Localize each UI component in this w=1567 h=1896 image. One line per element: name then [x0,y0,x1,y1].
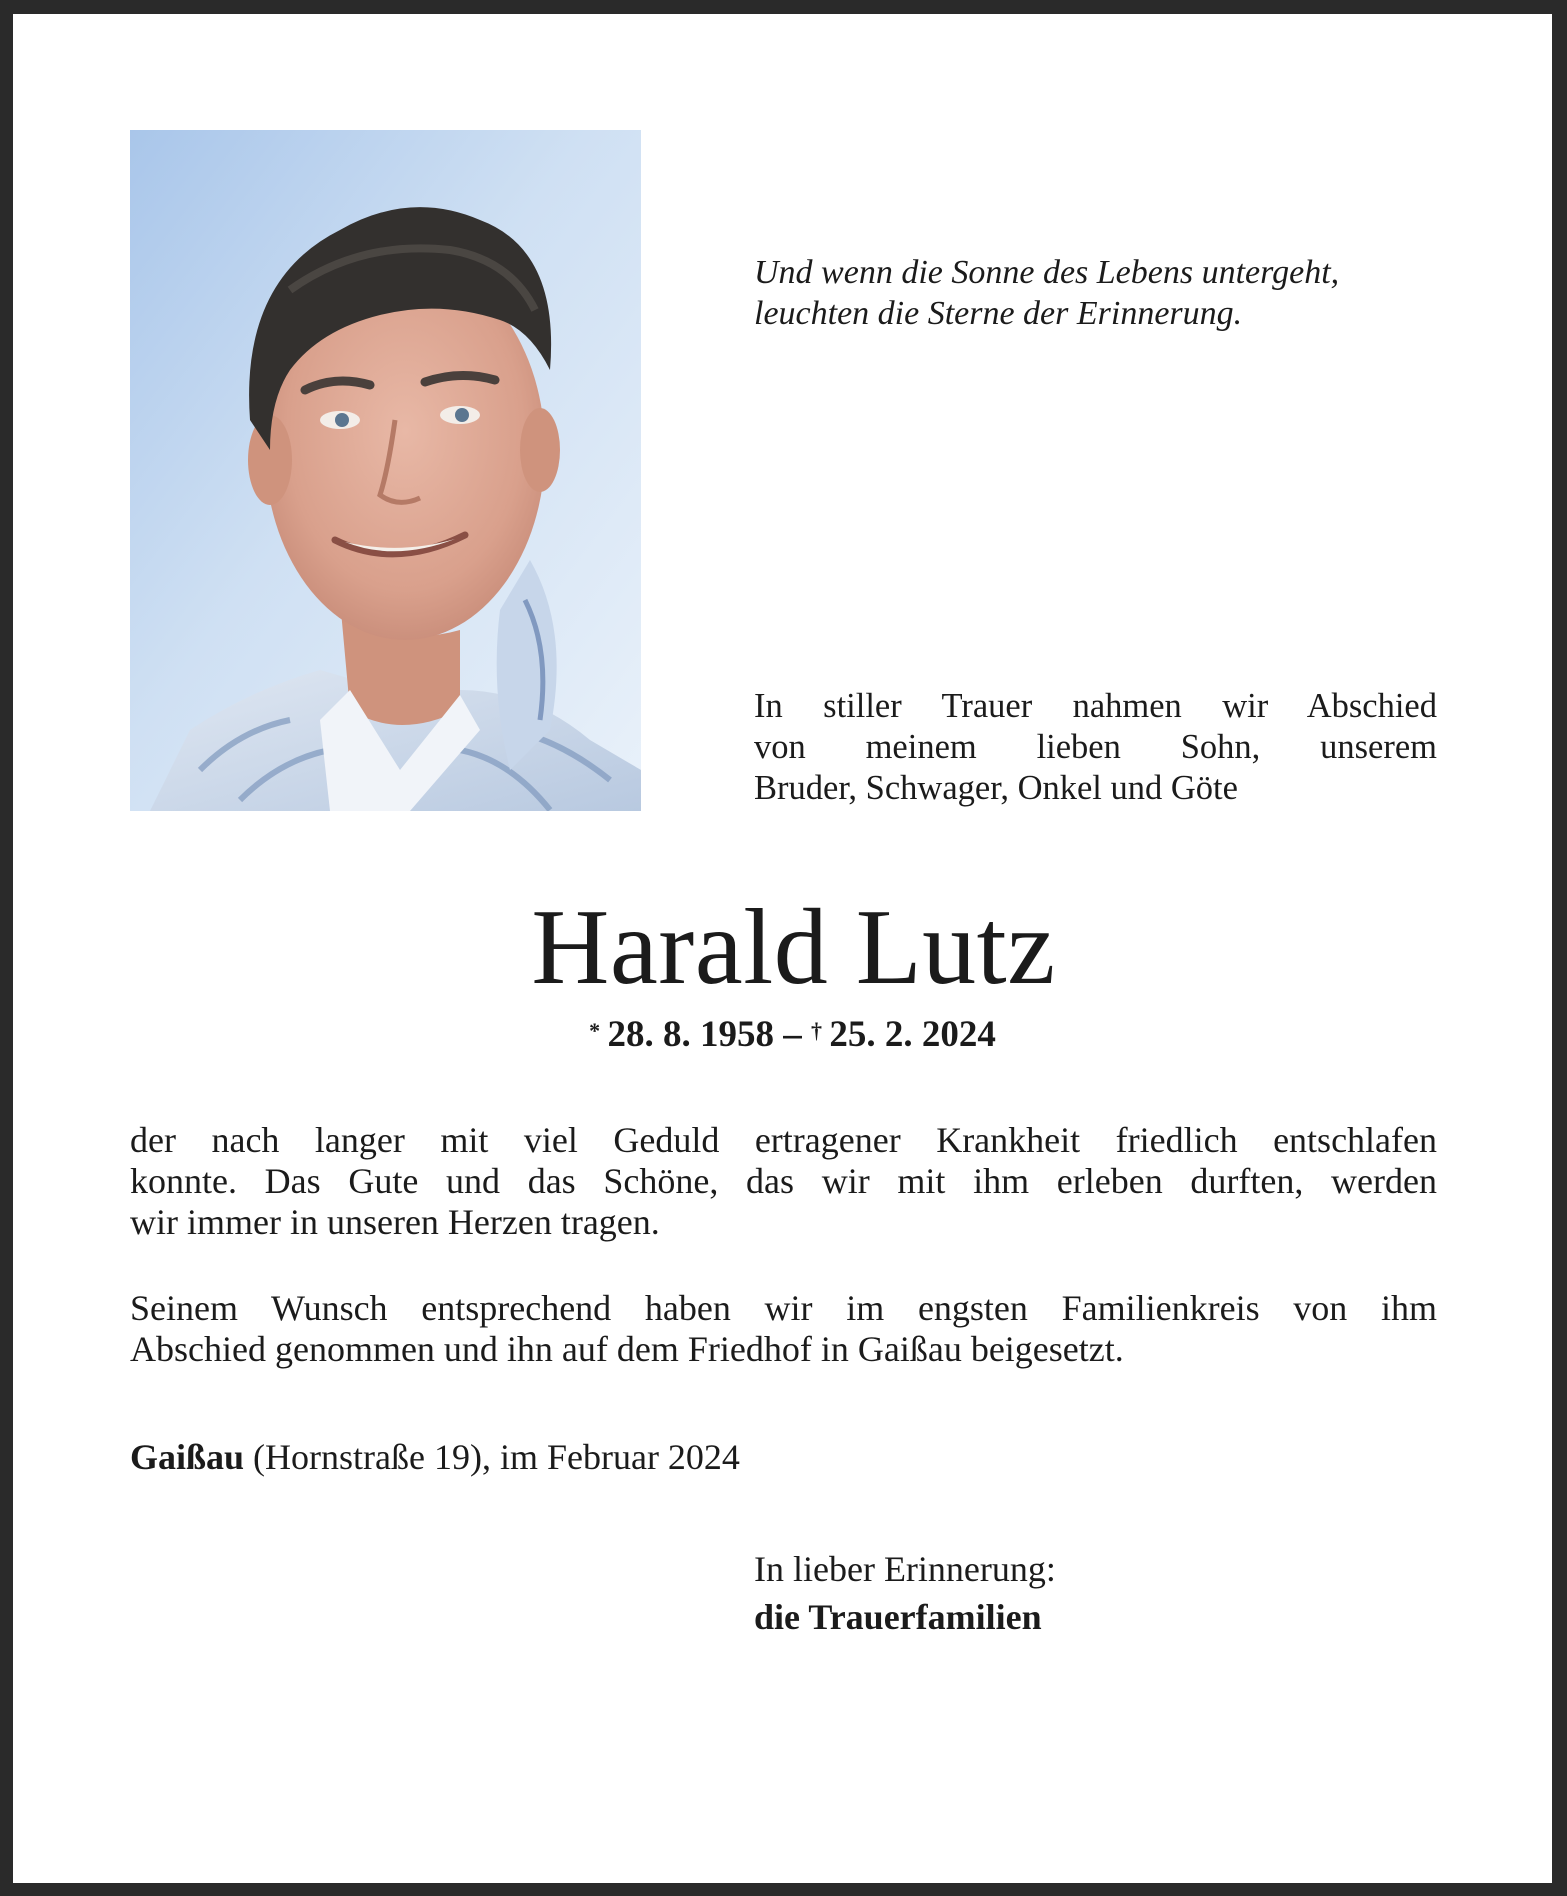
portrait-photo [130,130,641,811]
paragraph-1-line-2: konnte. Das Gute und das Schöne, das wir mit ihm erleben durften, werden [130,1161,1437,1201]
birth-symbol: * [589,1018,601,1043]
life-dates [0,1013,1567,1057]
paragraph-1-line-1: der nach langer mit viel Geduld ertragener Krankheit friedlich entschlafen [130,1120,1437,1160]
place-details: (Hornstraße 19), im Februar 2024 [244,1437,740,1477]
paragraph-1-line-3: wir immer in unseren Herzen tragen. [130,1202,660,1242]
quote-line-2: leuchten die Sterne der Erinnerung. [754,295,1243,332]
birth-date: 28. 8. 1958 [607,1014,774,1055]
paragraph-2-line-1: Seinem Wunsch entsprechend haben wir im engsten Familienkreis von ihm [130,1288,1437,1328]
paragraph-2-line-2: Abschied genommen und ihn auf dem Friedhof in Gaißau beigesetzt. [130,1329,1124,1369]
intro-line-3: Bruder, Schwager, Onkel und Göte [754,769,1238,807]
memorial-quote [754,252,1474,334]
date-separator: – [774,1014,811,1055]
place-town: Gaißau [130,1437,245,1477]
deceased-name: Harald Lutz [531,888,1056,1007]
paragraph-1 [130,1120,1437,1243]
quote-line-1: Und wenn die Sonne des Lebens untergeht, [754,254,1340,291]
place-and-date [130,1436,1130,1478]
intro-line-1: In stiller Trauer nahmen wir Abschied [754,687,1437,725]
intro-text [754,686,1437,809]
death-symbol: † [811,1018,822,1043]
paragraph-2 [130,1288,1437,1370]
intro-line-2: von meinem lieben Sohn, unserem [754,728,1437,766]
signoff [754,1545,1437,1641]
death-date: 25. 2. 2024 [829,1014,996,1055]
signoff-family: die Trauerfamilien [754,1597,1042,1637]
signoff-greeting: In lieber Erinnerung: [754,1549,1056,1589]
